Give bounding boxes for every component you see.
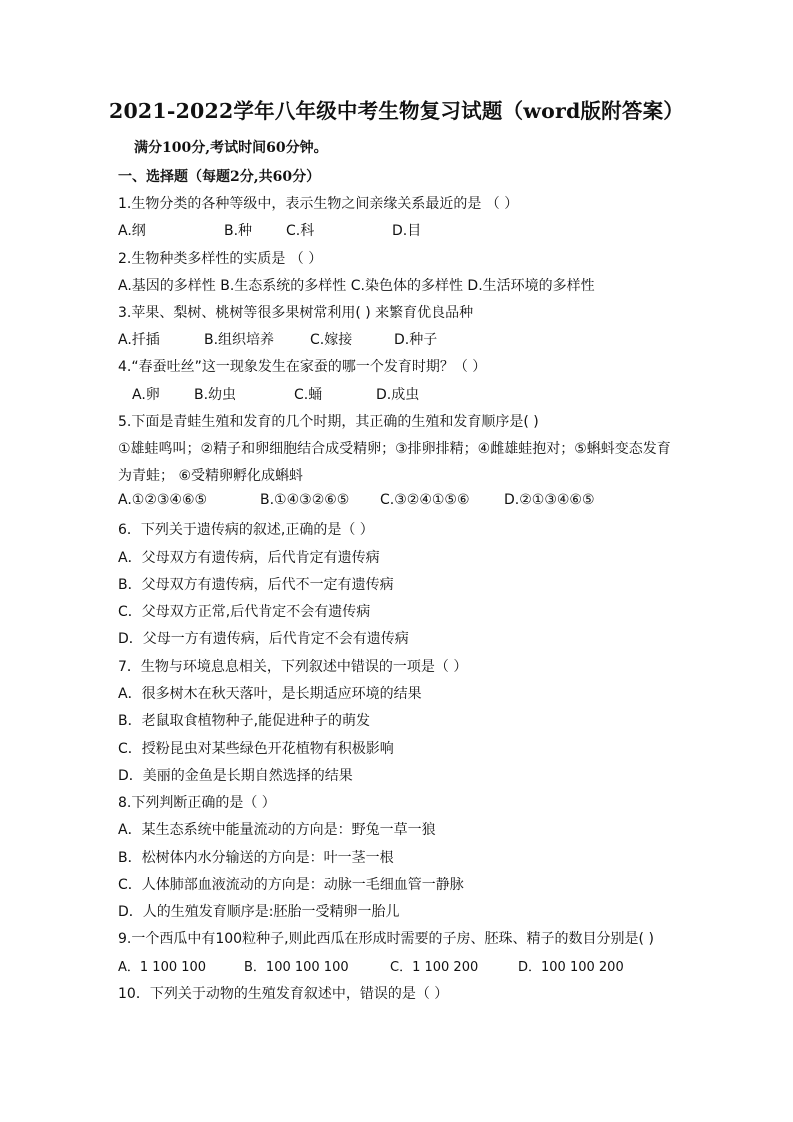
question-5-line-1: ①雄蛙鸣叫；②精子和卵细胞结合成受精卵；③排卵排精；④雌雄蛙抱对；⑤蝌蚪变态发育 (118, 441, 671, 457)
question-6-option-b: B．父母双方有遗传病，后代不一定有遗传病 (118, 577, 394, 593)
question-7-option-d: D．美丽的金鱼是长期自然选择的结果 (118, 768, 353, 784)
question-1-stem: 1.生物分类的各种等级中，表示生物之间亲缘关系最近的是 （ ） (118, 196, 519, 212)
option-c: C.蛹 (294, 387, 323, 403)
question-6-option-c: C．父母双方正常,后代肯定不会有遗传病 (118, 604, 371, 620)
option-d: D.目 (392, 223, 422, 239)
option-a: A.纲 (118, 223, 146, 239)
section-heading: 一、选择题（每题2分,共60分） (118, 169, 321, 185)
page-title: 2021-2022学年八年级中考生物复习试题（word版附答案） (109, 99, 684, 123)
option-c: C.③②④①⑤⑥ (380, 492, 470, 508)
question-7-option-b: B．老鼠取食植物种子,能促进种子的萌发 (118, 713, 371, 729)
question-6-stem: 6．下列关于遗传病的叙述,正确的是（ ） (118, 522, 374, 538)
question-7-option-c: C．授粉昆虫对某些绿色开花植物有积极影响 (118, 741, 394, 757)
question-9-stem: 9.一个西瓜中有100粒种子,则此西瓜在形成时需要的子房、胚珠、精子的数目分别是( ) (118, 931, 654, 947)
option-a: A.扦插 (118, 332, 160, 348)
question-7-stem: 7．生物与环境息息相关，下列叙述中错误的一项是（ ） (118, 659, 468, 675)
option-b: B．100 100 100 (244, 960, 349, 975)
option-a: A．1 100 100 (118, 960, 207, 975)
question-3-stem: 3.苹果、梨树、桃树等很多果树常利用( ) 来繁育优良品种 (118, 305, 474, 321)
question-8-stem: 8.下列判断正确的是（ ） (118, 795, 276, 811)
question-5-line-2: 为青蛙； ⑥受精卵孵化成蝌蚪 (118, 468, 304, 484)
option-c: C．1 100 200 (390, 960, 479, 975)
question-8-option-b: B．松树体内水分输送的方向是：叶一茎一根 (118, 850, 394, 866)
option-c: C.嫁接 (310, 332, 353, 348)
option-b: B.幼虫 (194, 387, 237, 403)
exam-info: 满分100分,考试时间60分钟。 (134, 140, 328, 156)
question-5-stem: 5.下面是青蛙生殖和发育的几个时期，其正确的生殖和发育顺序是( ) (118, 414, 539, 430)
question-8-option-c: C．人体肺部血液流动的方向是：动脉一毛细血管一静脉 (118, 877, 464, 893)
option-d: D.种子 (394, 332, 438, 348)
option-c: C.科 (286, 223, 315, 239)
question-2-options: A.基因的多样性 B.生态系统的多样性 C.染色体的多样性 D.生活环境的多样性 (118, 278, 595, 294)
option-b: B.种 (224, 223, 253, 239)
option-b: B.①④③②⑥⑤ (260, 492, 350, 508)
option-d: D.②①③④⑥⑤ (504, 492, 595, 508)
option-d: D．100 100 200 (518, 960, 624, 975)
question-10-stem: 10．下列关于动物的生殖发育叙述中，错误的是（ ） (118, 986, 449, 1002)
question-6-option-d: D．父母一方有遗传病，后代肯定不会有遗传病 (118, 631, 409, 647)
question-4-stem: 4.“春蚕吐丝”这一现象发生在家蚕的哪一个发育时期？（ ） (118, 359, 487, 375)
question-7-option-a: A．很多树木在秋天落叶，是长期适应环境的结果 (118, 686, 422, 702)
option-a: A.卵 (132, 387, 160, 403)
question-8-option-a: A．某生态系统中能量流动的方向是：野兔一草一狼 (118, 822, 436, 838)
question-8-option-d: D．人的生殖发育顺序是:胚胎一受精卵一胎儿 (118, 904, 400, 920)
option-d: D.成虫 (376, 387, 420, 403)
question-6-option-a: A．父母双方有遗传病，后代肯定有遗传病 (118, 550, 380, 566)
option-a: A.①②③④⑥⑤ (118, 492, 208, 508)
option-b: B.组织培养 (204, 332, 275, 348)
question-2-stem: 2.生物种类多样性的实质是 （ ） (118, 251, 323, 267)
